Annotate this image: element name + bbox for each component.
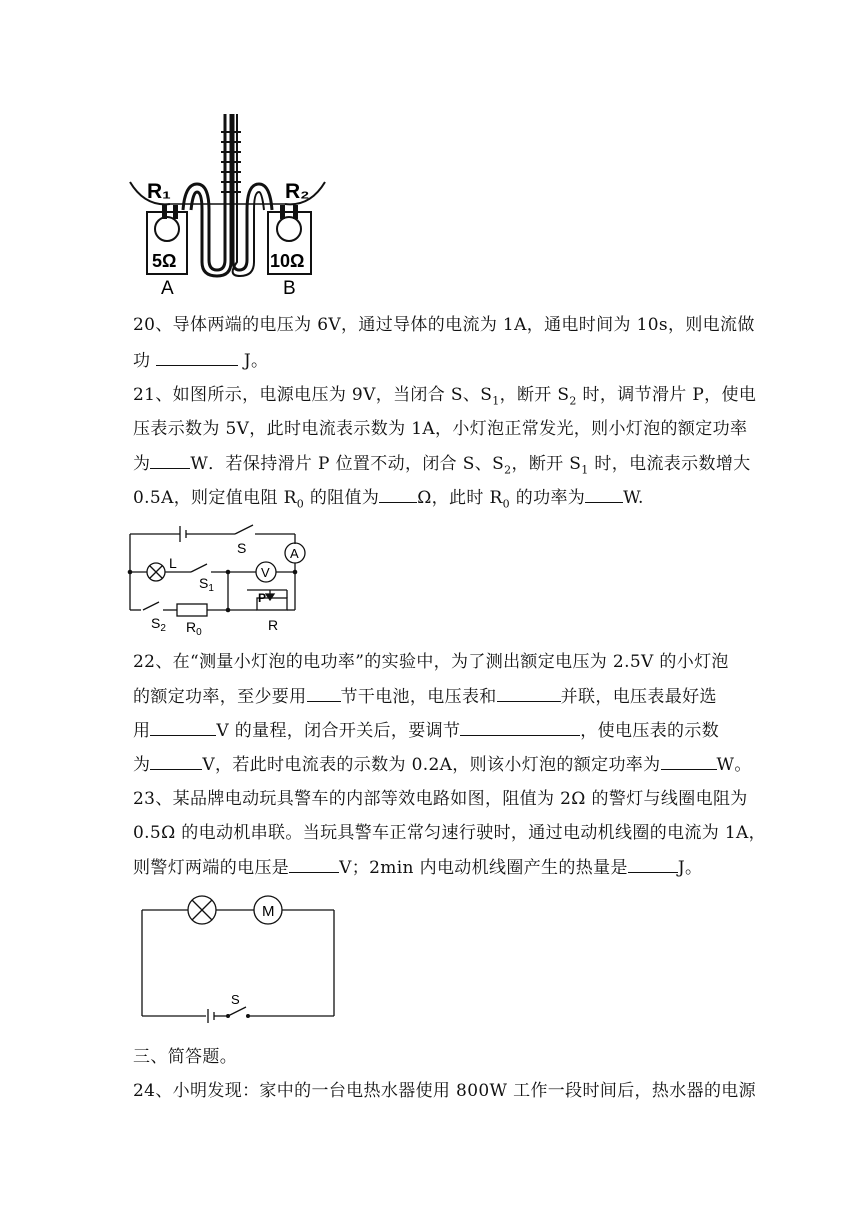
q22-range-blank[interactable] — [150, 719, 216, 736]
q21-rated-power-blank[interactable] — [150, 452, 190, 469]
q21-line1 — [133, 384, 757, 408]
q23-line3 — [133, 856, 733, 879]
q22-text: 用 — [133, 721, 151, 741]
q21-text: Ω，此时 R — [417, 488, 503, 508]
q22-voltage-blank[interactable] — [150, 753, 202, 770]
r1-label: R₁ — [147, 180, 171, 203]
q21-text: ，断开 S — [499, 385, 570, 405]
switch-s1-label: $S_1$ — [199, 575, 214, 594]
q21-sub: 1 — [492, 394, 500, 408]
q21-sub: 2 — [569, 394, 577, 408]
q22-line3 — [133, 719, 733, 742]
r1-value-label: 5Ω — [152, 251, 177, 271]
q24-line1: 24、小明发现：家中的一台电热水器使用 800W 工作一段时间后，热水器的电源 — [133, 1081, 757, 1101]
q21-text: 为 — [133, 454, 151, 474]
q21-sub: 2 — [504, 463, 512, 477]
r2-value-label: 10Ω — [270, 251, 305, 271]
q22-adjust-blank[interactable] — [460, 719, 580, 736]
q23-voltage-blank[interactable] — [289, 856, 339, 873]
switch-s-label: S — [237, 540, 247, 556]
q22-line2 — [133, 685, 733, 708]
q22-text: ，使电压表的示数 — [580, 721, 720, 741]
ammeter-label: A — [290, 546, 299, 561]
q21-text: 时，电流表示数增大 — [588, 454, 751, 474]
q21-text: 0.5A，则定值电阻 R — [133, 488, 297, 508]
q21-text: 的阻值为 — [304, 488, 380, 508]
q22-power-blank[interactable] — [661, 753, 717, 770]
voltmeter-label: V — [261, 565, 270, 580]
slider-p-label: P — [258, 591, 267, 605]
q21-text: W. — [623, 488, 644, 508]
q22-text: 为 — [133, 755, 151, 775]
q22-text: V 的量程，闭合开关后，要调节 — [216, 721, 461, 741]
q22-line1: 22、在“测量小灯泡的电功率”的实验中，为了测出额定电压为 2.5V 的小灯泡 — [133, 652, 729, 672]
motor-m-label: M — [262, 903, 275, 920]
container-b-label: B — [283, 278, 296, 297]
q21-text: 21、如图所示，电源电压为 9V，当闭合 S、S — [133, 385, 493, 405]
q20-answer-blank[interactable] — [156, 349, 238, 366]
lamp-l-label: L — [169, 555, 177, 571]
q21-line4 — [133, 486, 733, 509]
q20-line2-suffix: J。 — [243, 351, 269, 371]
q22-text: W。 — [716, 755, 752, 775]
q20-line2 — [133, 349, 733, 372]
q23-heat-blank[interactable] — [628, 856, 678, 873]
r2-label: R₂ — [285, 180, 310, 203]
q23-text: J。 — [677, 858, 703, 878]
rheostat-r-label: R — [268, 617, 279, 633]
q21-sub: 0 — [502, 497, 510, 511]
circuit-diagram-q21 — [125, 520, 320, 638]
q21-resistance-blank[interactable] — [379, 486, 417, 503]
q23-line1: 23、某品牌电动玩具警车的内部等效电路如图，阻值为 2Ω 的警灯与线圈电阻为 — [133, 789, 748, 809]
q22-text: 节干电池，电压表和 — [340, 687, 497, 707]
q21-line3 — [133, 452, 751, 477]
q21-text: 时，调节滑片 P，使电 — [576, 385, 757, 405]
q21-text: 的功率为 — [510, 488, 586, 508]
joule-heating-apparatus-figure — [125, 112, 330, 297]
q20-line2-prefix: 功 — [133, 351, 157, 371]
q21-text: W．若保持滑片 P 位置不动，闭合 S、S — [190, 454, 505, 474]
q20-line1: 20、导体两端的电压为 6V，通过导体的电流为 1A，通电时间为 10s，则电流做 — [133, 315, 755, 335]
q23-text: V；2min 内电动机线圈产生的热量是 — [339, 858, 628, 878]
switch-s2-label: $S_2$ — [151, 615, 166, 634]
container-a-label: A — [161, 278, 174, 297]
q21-sub: 1 — [581, 463, 589, 477]
q22-text: 并联，电压表最好选 — [560, 687, 717, 707]
q21-line2: 压表示数为 5V，此时电流表示数为 1A，小灯泡正常发光，则小灯泡的额定功率 — [133, 419, 748, 439]
q22-parallel-blank[interactable] — [497, 685, 561, 702]
q21-r0-power-blank[interactable] — [585, 486, 623, 503]
resistor-r0-label: $R_0$ — [186, 619, 202, 638]
q22-line4 — [133, 753, 752, 776]
q21-text: ，断开 S — [511, 454, 582, 474]
switch-s-label: S — [231, 992, 240, 1007]
q23-line2: 0.5Ω 的电动机串联。当玩具警车正常匀速行驶时，通过电动机线圈的电流为 1A， — [133, 823, 767, 843]
section-3-title: 三、简答题。 — [133, 1047, 238, 1067]
series-circuit-diagram-q23 — [138, 892, 338, 1027]
q22-battery-count-blank[interactable] — [307, 685, 341, 702]
q22-text: V，若此时电流表的示数为 0.2A，则该小灯泡的额定功率为 — [202, 755, 661, 775]
q23-text: 则警灯两端的电压是 — [133, 858, 290, 878]
q21-sub: 0 — [296, 497, 305, 511]
q22-text: 的额定功率，至少要用 — [133, 687, 307, 707]
